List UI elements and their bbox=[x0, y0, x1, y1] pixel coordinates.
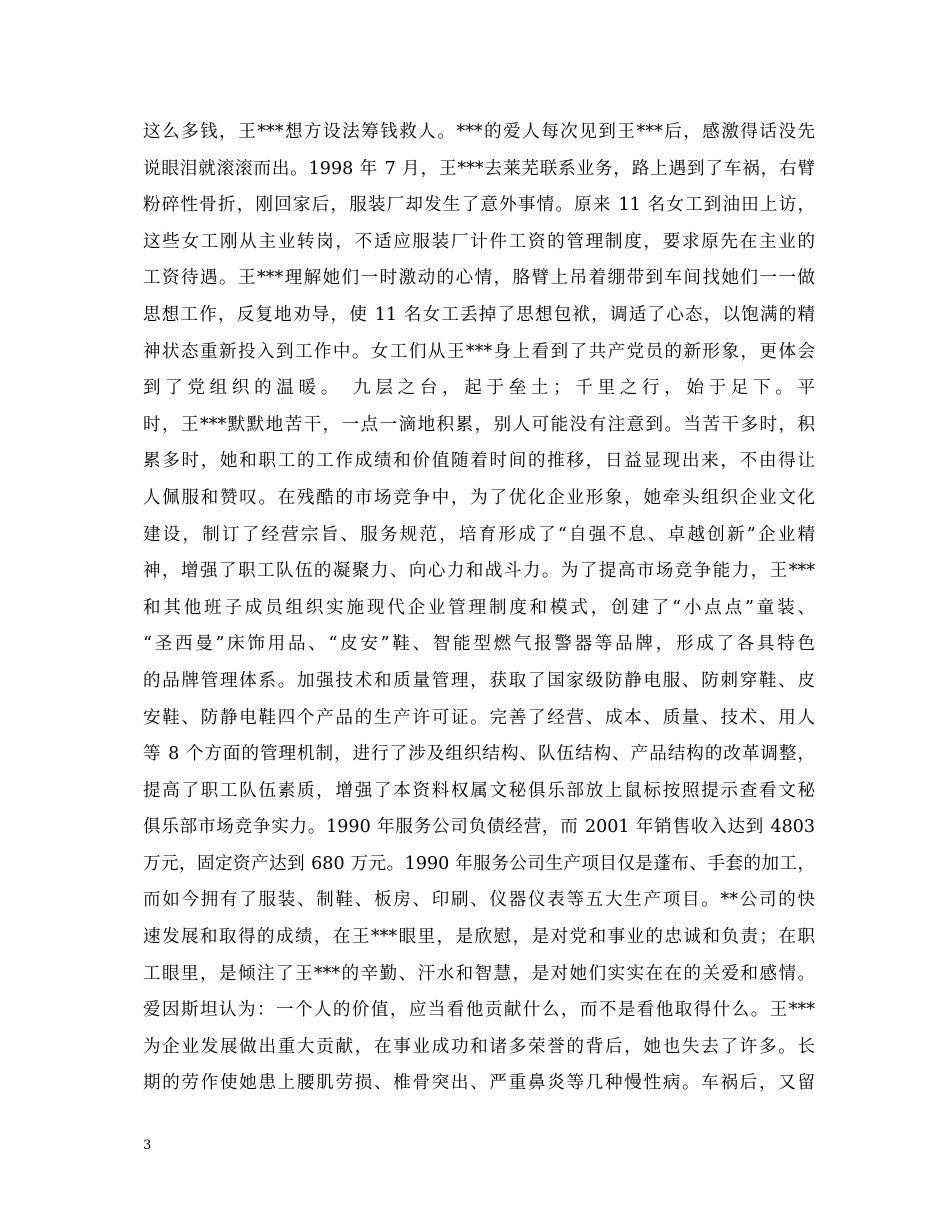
page-number: 3 bbox=[143, 1138, 152, 1153]
text-line: 为企业发展做出重大贡献，在事业成功和诸多荣誉的背后，她也失去了许多。长 bbox=[143, 1036, 815, 1057]
text-line: 速发展和取得的成绩，在王***眼里，是欣慰，是对党和事业的忠诚和负责；在职 bbox=[143, 927, 815, 948]
text-line: 和其他班子成员组织实施现代企业管理制度和模式，创建了“小点点”童装、 bbox=[143, 597, 815, 618]
text-line: 这些女工刚从主业转岗，不适应服装厂计件工资的管理制度，要求原先在主业的 bbox=[143, 231, 815, 252]
text-line: 的品牌管理体系。加强技术和质量管理，获取了国家级防静电服、防刺穿鞋、皮 bbox=[143, 670, 815, 691]
text-line: 粉碎性骨折，刚回家后，服装厂却发生了意外事情。原来 11 名女工到油田上访， bbox=[143, 195, 815, 216]
text-line: 俱乐部市场竞争实力。1990 年服务公司负债经营，而 2001 年销售收入达到 4803 bbox=[143, 817, 815, 838]
text-line: 工眼里，是倾注了王***的辛勤、汗水和智慧，是对她们实实在在的关爱和感情。 bbox=[143, 963, 815, 984]
text-line: 到了党组织的温暖。 九层之台，起于垒土；千里之行，始于足下。平 bbox=[143, 378, 815, 399]
text-line: 神，增强了职工队伍的凝聚力、向心力和战斗力。为了提高市场竞争能力，王*** bbox=[143, 561, 815, 582]
text-line: 神状态重新投入到工作中。女工们从王***身上看到了共产党员的新形象，更体会 bbox=[143, 341, 815, 362]
body-text bbox=[143, 114, 815, 1102]
text-line: 说眼泪就滚滚而出。1998 年 7 月，王***去莱芜联系业务，路上遇到了车祸，右臂 bbox=[143, 158, 815, 179]
text-line: 人佩服和赞叹。在残酷的市场竞争中，为了优化企业形象，她牵头组织企业文化 bbox=[143, 487, 815, 508]
text-line: 期的劳作使她患上腰肌劳损、椎骨突出、严重鼻炎等几种慢性病。车祸后，又留 bbox=[143, 1073, 815, 1094]
text-line: 思想工作，反复地劝导，使 11 名女工丢掉了思想包袱，调适了心态，以饱满的精 bbox=[143, 304, 815, 325]
text-line: 万元，固定资产达到 680 万元。1990 年服务公司生产项目仅是蓬布、手套的加工， bbox=[143, 853, 815, 874]
text-line: “圣西曼”床饰用品、“皮安”鞋、智能型燃气报警器等品牌，形成了各具特色 bbox=[143, 634, 815, 655]
text-line: 而如今拥有了服装、制鞋、板房、印刷、仪器仪表等五大生产项目。**公司的快 bbox=[143, 890, 815, 911]
text-line: 等 8 个方面的管理机制，进行了涉及组织结构、队伍结构、产品结构的改革调整， bbox=[143, 744, 815, 765]
text-line: 安鞋、防静电鞋四个产品的生产许可证。完善了经营、成本、质量、技术、用人 bbox=[143, 707, 815, 728]
text-line: 累多时，她和职工的工作成绩和价值随着时间的推移，日益显现出来，不由得让 bbox=[143, 451, 815, 472]
text-line: 提高了职工队伍素质，增强了本资料权属文秘俱乐部放上鼠标按照提示查看文秘 bbox=[143, 780, 815, 801]
text-line: 工资待遇。王***理解她们一时激动的心情，胳臂上吊着绷带到车间找她们一一做 bbox=[143, 268, 815, 289]
text-line: 建设，制订了经营宗旨、服务规范，培育形成了“自强不息、卓越创新”企业精 bbox=[143, 524, 815, 545]
text-line: 时，王***默默地苦干，一点一滴地积累，别人可能没有注意到。当苦干多时，积 bbox=[143, 414, 815, 435]
text-line: 这么多钱，王***想方设法筹钱救人。***的爱人每次见到王***后，感激得话没先 bbox=[143, 122, 815, 142]
text-line: 爱因斯坦认为：一个人的价值，应当看他贡献什么，而不是看他取得什么。王*** bbox=[143, 1000, 815, 1021]
